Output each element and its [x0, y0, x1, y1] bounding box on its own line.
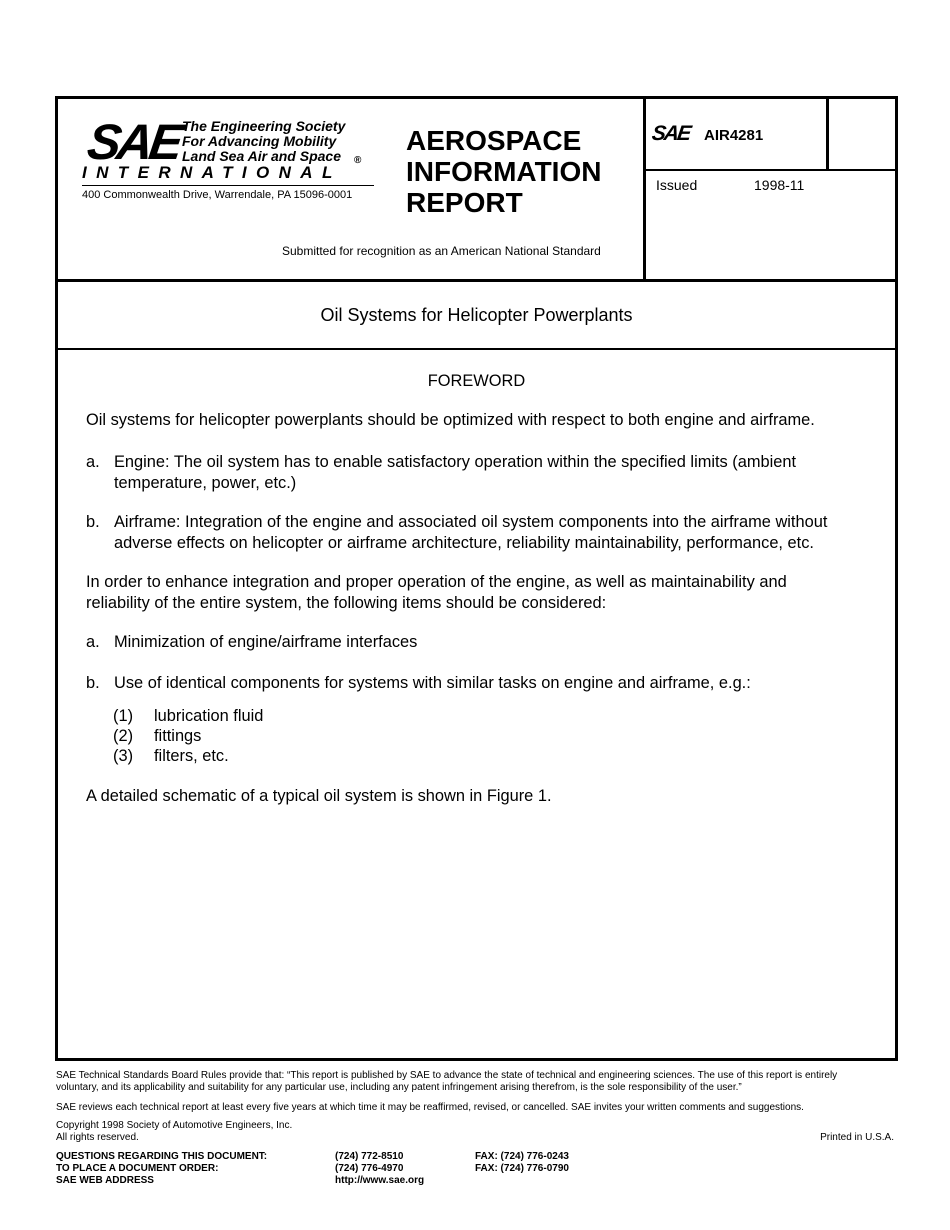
sublist-item: fittings [154, 727, 202, 745]
sublist-marker: (1) [113, 707, 134, 725]
tagline-line: Land Sea Air and Space [182, 148, 341, 164]
sublist-item: lubrication fluid [154, 707, 264, 725]
printed-in: Printed in U.S.A. [820, 1132, 894, 1143]
list-item: Use of identical components for systems with similar tasks on engine and airframe, e.g.: [114, 674, 751, 692]
intro-paragraph: Oil systems for helicopter powerplants should be optimized with respect to both engine and airframe. [86, 411, 815, 429]
rules-line: SAE Technical Standards Board Rules provide that: “This report is published by SAE to advance the state of technical and engineering sciences. The use of this report is entirely [56, 1070, 838, 1081]
doc-id-row [646, 99, 898, 171]
sae-logo-mark: SAE [84, 114, 183, 170]
list-item-line: adverse effects on helicopter or airframe architecture, reliability maintainability, performance, etc. [114, 534, 814, 552]
report-type-line: REPORT [406, 187, 523, 218]
rules-line: voluntary, and its applicability and suitability for any particular use, including any patent infringement arising therefrom, is the sole responsibility of the user.” [56, 1082, 742, 1093]
logo-divider [82, 185, 374, 186]
paragraph-line: In order to enhance integration and proper operation of the engine, as well as maintainability and [86, 573, 787, 591]
tagline-line: For Advancing Mobility [182, 133, 337, 149]
report-type-heading [406, 125, 636, 218]
contact-label: QUESTIONS REGARDING THIS DOCUMENT: [56, 1151, 268, 1162]
sae-address: 400 Commonwealth Drive, Warrendale, PA 15096-0001 [82, 189, 353, 201]
contact-fax: FAX: (724) 776-0243 [475, 1151, 569, 1162]
contact-label: TO PLACE A DOCUMENT ORDER: [56, 1163, 219, 1174]
contact-label: SAE WEB ADDRESS [56, 1175, 154, 1186]
paragraph [86, 572, 787, 614]
list-marker: a. [86, 453, 100, 471]
list-marker: a. [86, 633, 100, 651]
rights-reserved: All rights reserved. [56, 1132, 139, 1143]
sae-international-wordmark: INTERNATIONAL [82, 163, 342, 182]
sae-logo-tagline [182, 119, 345, 164]
sublist-marker: (2) [113, 727, 134, 745]
list-item: Minimization of engine/airframe interfaces [114, 633, 418, 651]
tagline-line: The Engineering Society [182, 118, 346, 134]
list-item-line: Engine: The oil system has to enable satisfactory operation within the specified limits (ambient [114, 453, 797, 471]
section-heading: FOREWORD [427, 372, 526, 390]
contact-phone: (724) 776-4970 [335, 1163, 404, 1174]
issued-date: 1998-11 [754, 177, 805, 193]
document-frame [55, 96, 898, 1061]
contact-fax: FAX: (724) 776-0790 [475, 1163, 569, 1174]
document-title: Oil Systems for Helicopter Powerplants [320, 305, 633, 325]
issued-label: Issued [656, 177, 698, 193]
contact-phone: (724) 772-8510 [335, 1151, 404, 1162]
sae-web-address[interactable]: http://www.sae.org [335, 1175, 425, 1186]
review-note: SAE reviews each technical report at least every five years at which time it may be reaffirmed, revised, or cancelled. SAE invites your written comments and suggestions. [56, 1102, 804, 1113]
header-left [58, 99, 643, 279]
list-marker: b. [86, 513, 100, 531]
document-id-box [643, 99, 898, 279]
document-number: AIR4281 [704, 127, 764, 144]
sae-small-logo: SAE [650, 122, 691, 145]
sublist-item: filters, etc. [154, 747, 229, 765]
doc-id-cell [646, 99, 829, 169]
list-item-line: Airframe: Integration of the engine and associated oil system components into the airframe without [114, 513, 828, 531]
paragraph-line: reliability of the entire system, the following items should be considered: [86, 594, 607, 612]
list-marker: b. [86, 674, 100, 692]
title-band [58, 282, 895, 350]
list-item [114, 512, 827, 554]
closing-paragraph: A detailed schematic of a typical oil system is shown in Figure 1. [86, 787, 552, 805]
sublist-marker: (3) [113, 747, 134, 765]
list-item [114, 452, 796, 494]
registered-mark: ® [354, 155, 362, 166]
copyright: Copyright 1998 Society of Automotive Engineers, Inc. [56, 1120, 293, 1131]
ansi-submission-note: Submitted for recognition as an American National Standard [282, 244, 601, 258]
report-type-line: INFORMATION [406, 156, 602, 187]
report-type-line: AEROSPACE [406, 125, 582, 156]
list-item-line: temperature, power, etc.) [114, 474, 297, 492]
